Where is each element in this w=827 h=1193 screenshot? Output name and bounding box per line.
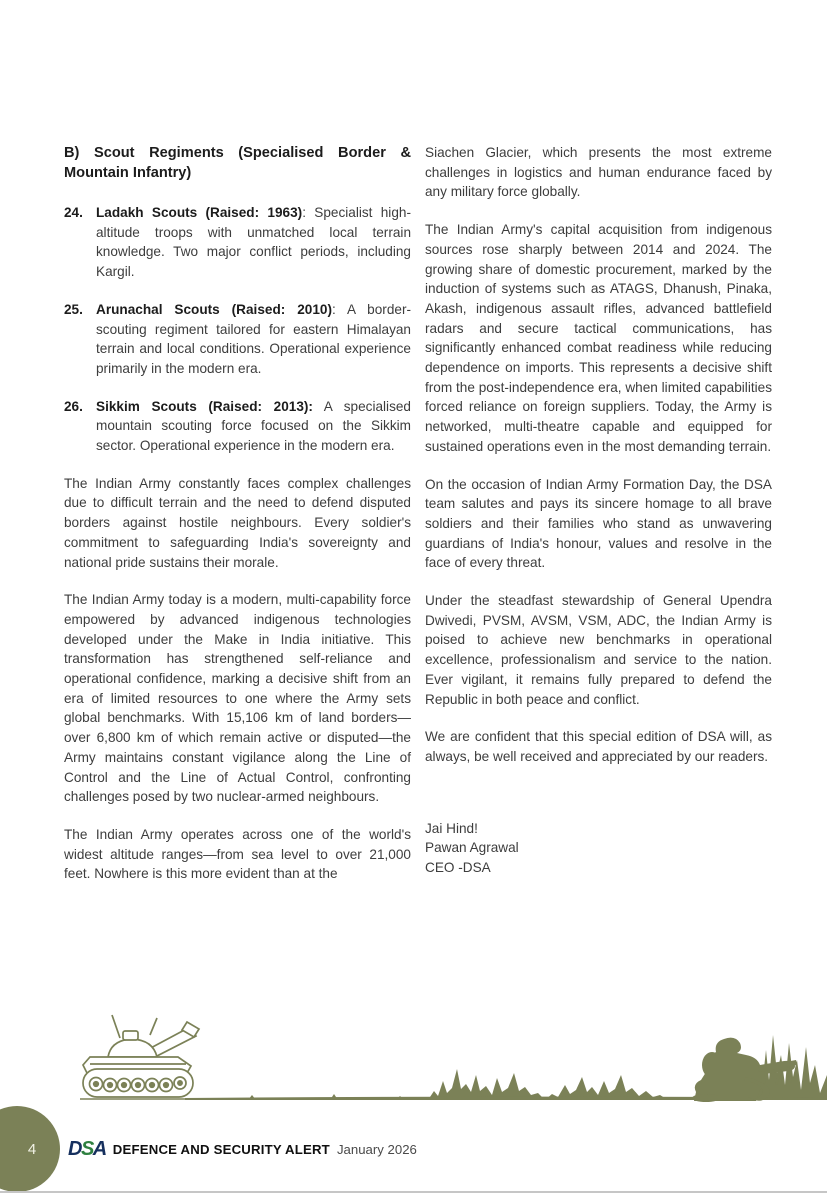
footer bbox=[68, 1139, 417, 1159]
list-item bbox=[64, 300, 411, 379]
left-column bbox=[64, 143, 411, 884]
list-item-rest: : A border-scouting regiment tailored for eastern Himalayan terrain and local conditions. Operational experience primarily in the modern era. bbox=[96, 301, 412, 376]
list-item-rest: A specialised mountain scouting force focused on the Sikkim sector. Operational experience in the modern era. bbox=[96, 398, 411, 454]
paragraph: On the occasion of Indian Army Formation Day, the DSA team salutes and pays its sincere homage to all brave soldiers and their families who stand as unwavering guardians of India's honour, values and resolve in the face of every threat. bbox=[425, 476, 772, 571]
list-item-number: 25. bbox=[64, 301, 83, 317]
section-heading: B) Scout Regiments (Specialised Border & Mountain Infantry) bbox=[64, 145, 411, 181]
list-item-lead: Sikkim Scouts (Raised: 2013): bbox=[96, 398, 313, 414]
footer-illustration bbox=[0, 1005, 827, 1105]
list-item-text bbox=[96, 300, 411, 379]
paragraph: The Indian Army today is a modern, multi-capability force empowered by advanced indigenous technologies developed under the Make in India initiative. This transformation has strengthened self-reliance and operational confidence, marking a decisive shift from an era of limited resources to one where the Army sets global benchmarks. With 15,106 km of land borders—over 6,800 km of which remain active or disputed—the Army maintains constant vigilance along the Line of Control and the Line of Actual Control, confronting challenges posed by two nuclear-armed neighbours. bbox=[64, 592, 411, 805]
dsa-logo-letter-d: D bbox=[68, 1138, 81, 1160]
dsa-logo-letter-a: A bbox=[92, 1138, 106, 1160]
list-item bbox=[64, 203, 411, 282]
signoff-block bbox=[425, 819, 772, 878]
paragraph: We are confident that this special edition of DSA will, as always, be well received and appreciated by our readers. bbox=[425, 729, 772, 764]
article-body bbox=[64, 143, 772, 884]
paragraph: The Indian Army's capital acquisition from indigenous sources rose sharply between 2014 and 2024. The growing share of domestic procurement, marked by the induction of systems such as ATAGS, Dhanush, Pinaka, Akash, indigenous assault rifles, advanced battlefield radars and secure tactical communications, has significantly enhanced combat readiness while reducing dependence on imports. This represents a decisive shift from the post-independence era, when limited capabilities forced reliance on foreign suppliers. Today, the Army is networked, multi-theatre capable and equipped for sustained operations even in the most demanding terrain. bbox=[425, 222, 772, 454]
list-item-lead: Ladakh Scouts (Raised: 1963) bbox=[96, 205, 303, 220]
footer-issue-date: January 2026 bbox=[336, 1141, 417, 1157]
list-item bbox=[64, 397, 411, 456]
tank-silhouette bbox=[83, 1015, 199, 1097]
list-item-text bbox=[96, 203, 411, 282]
list-item-number: 24. bbox=[64, 205, 83, 220]
right-column bbox=[425, 143, 772, 884]
page-number: 4 bbox=[27, 1140, 37, 1158]
page-number-badge bbox=[0, 1106, 60, 1192]
paragraph: Under the steadfast stewardship of General Upendra Dwivedi, PVSM, AVSM, VSM, ADC, the Indian Army is poised to achieve new benchmarks in operational excellence, professionalism and service to the nation. Ever vigilant, it remains fully prepared to defend the Republic in both peace and conflict. bbox=[425, 593, 772, 707]
paragraph: The Indian Army constantly faces complex challenges due to difficult terrain and the need to defend disputed borders against hostile neighbours. Every soldier's commitment to safeguarding India's sovereignty and national pride sustains their morale. bbox=[64, 475, 411, 570]
list-item-rest: : Specialist high-altitude troops with unmatched local terrain knowledge. Two major conflict periods, including Kargil. bbox=[96, 205, 411, 280]
list-item-text bbox=[96, 397, 411, 456]
footer-title: DEFENCE AND SECURITY ALERT bbox=[112, 1141, 330, 1157]
signoff-role: CEO -DSA bbox=[425, 860, 491, 876]
signoff-author: Pawan Agrawal bbox=[425, 840, 519, 856]
list-item-lead: Arunachal Scouts (Raised: 2010) bbox=[96, 301, 332, 317]
list-item-number: 26. bbox=[64, 398, 83, 414]
paragraph: Siachen Glacier, which presents the most extreme challenges in logistics and human endurance faced by any military force globally. bbox=[425, 145, 772, 200]
dsa-logo bbox=[68, 1139, 106, 1159]
dsa-logo-letter-s: S bbox=[80, 1138, 93, 1160]
signoff-line: Jai Hind! bbox=[425, 820, 478, 836]
paragraph: The Indian Army operates across one of the world's widest altitude ranges—from sea level to over 21,000 feet. Nowhere is this more evident than at the bbox=[64, 826, 411, 882]
